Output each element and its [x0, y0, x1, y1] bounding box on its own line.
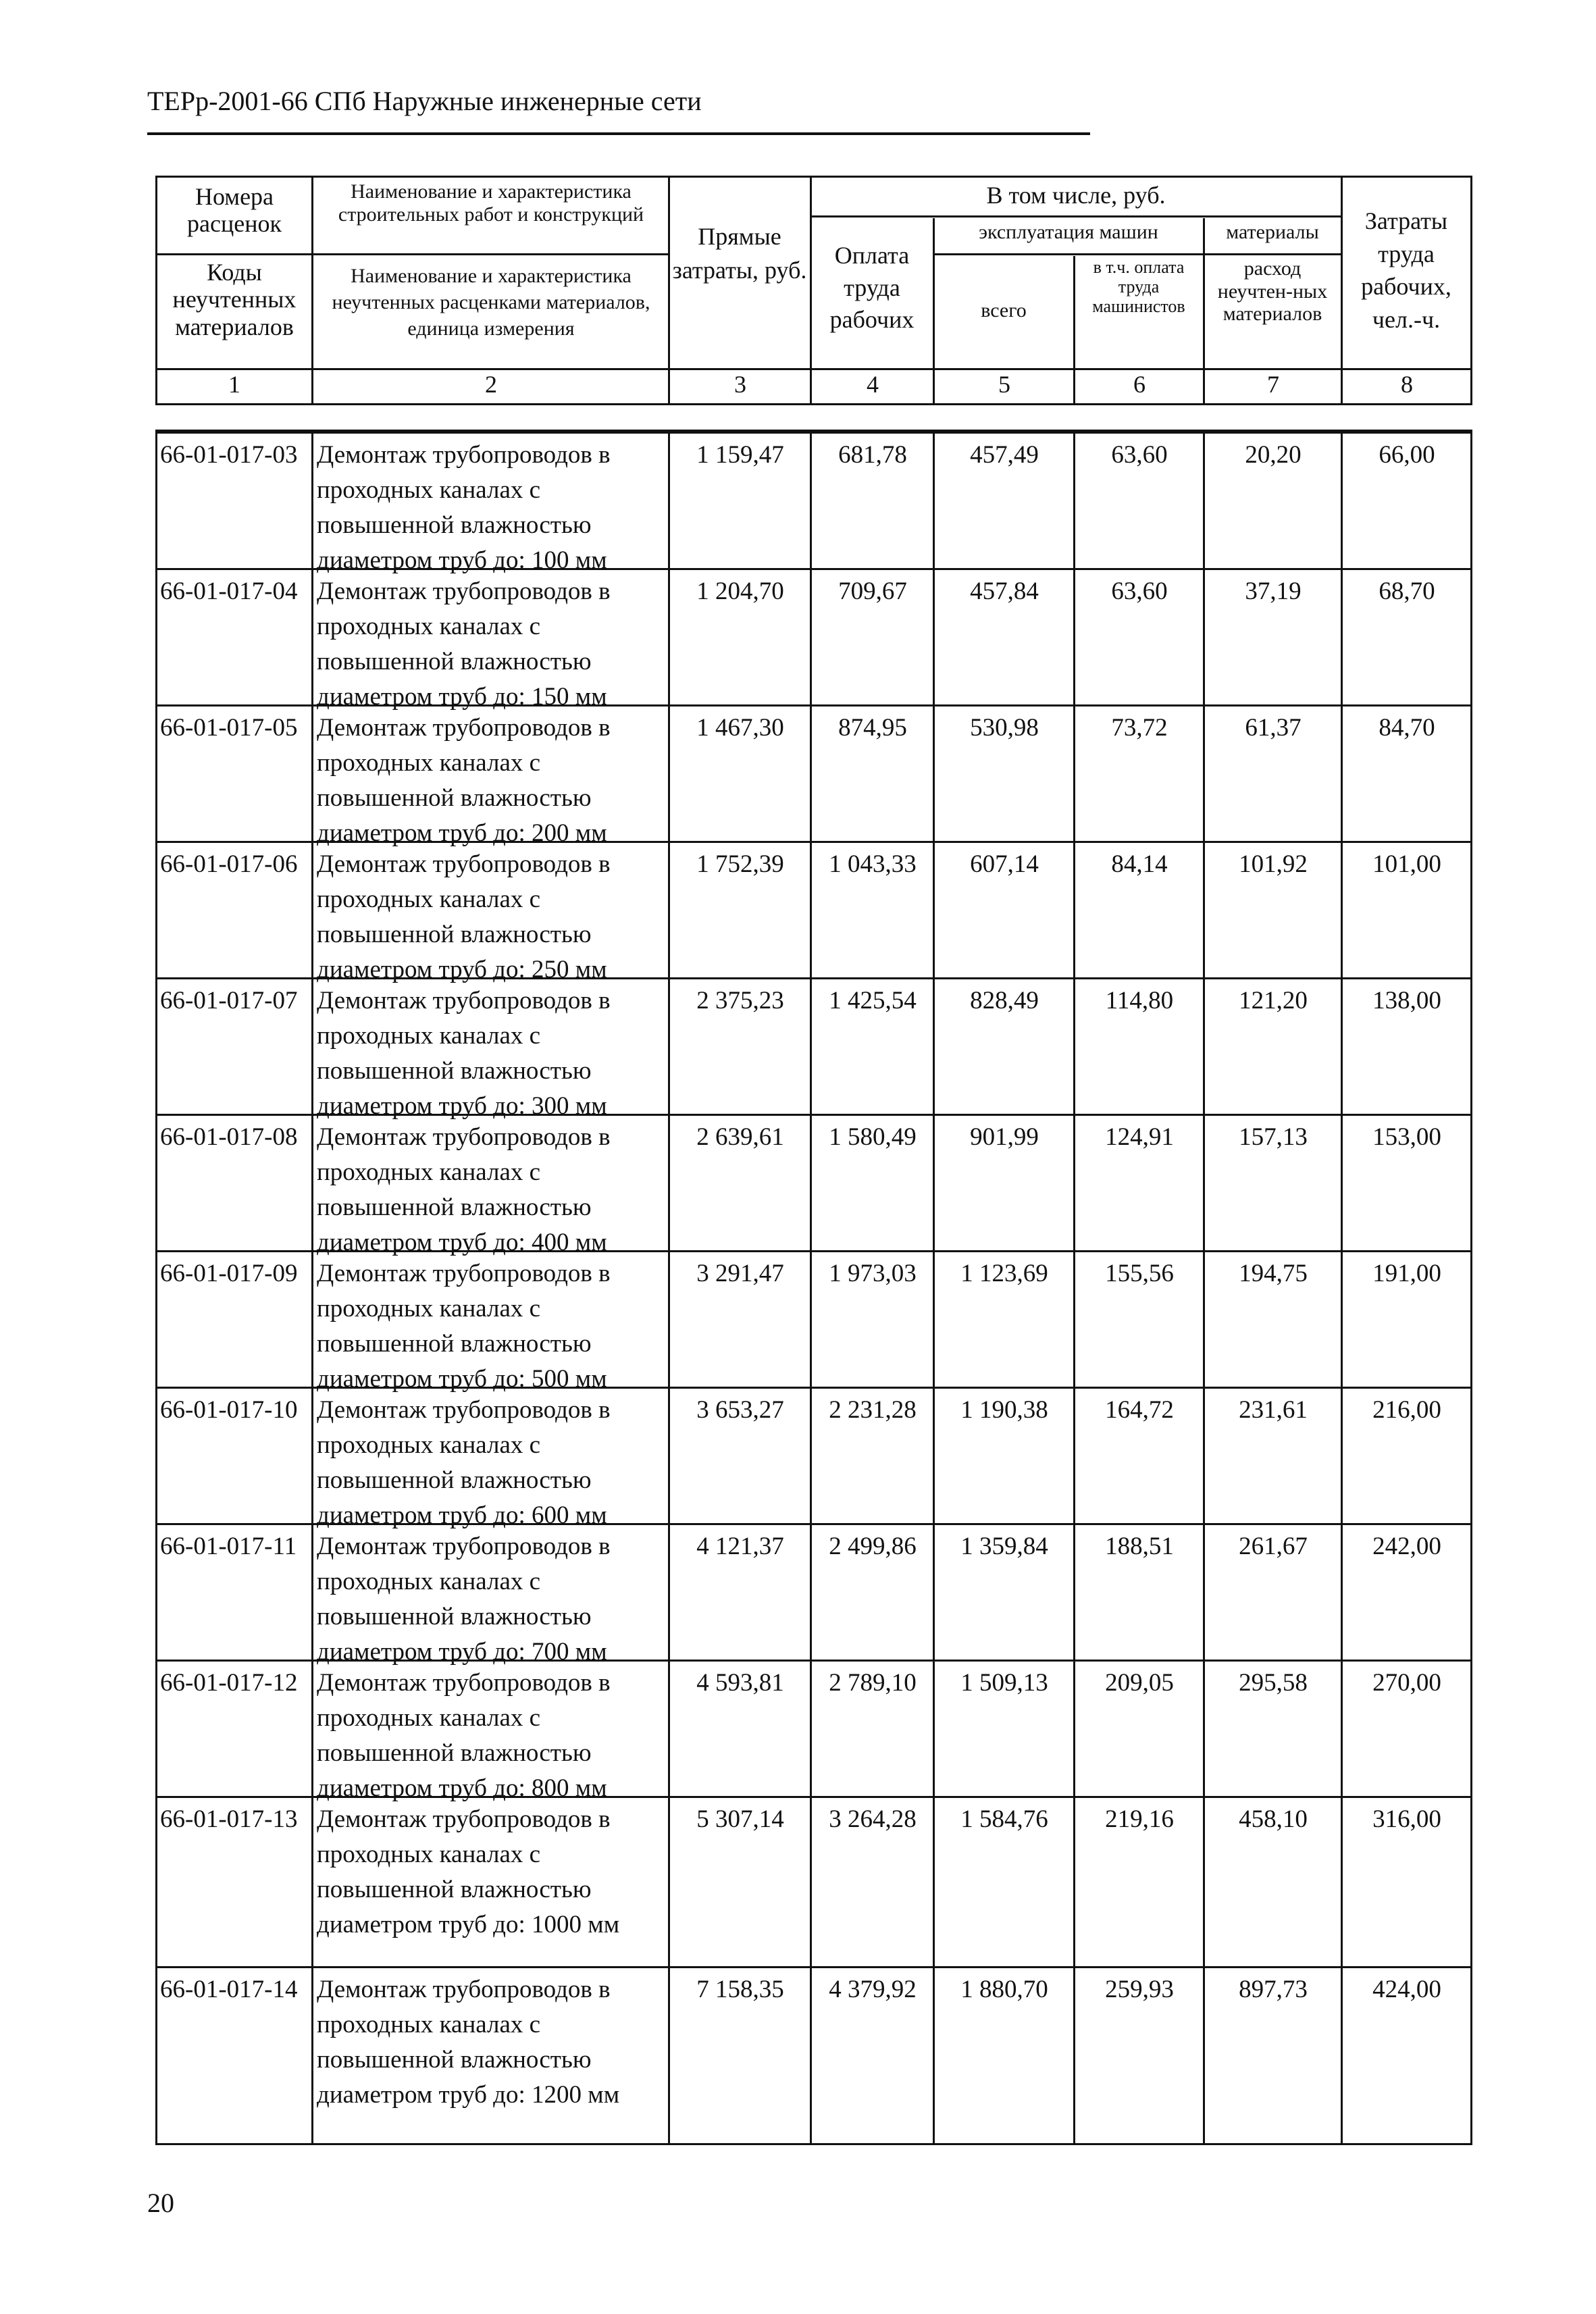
cell-machines: 457,84	[970, 577, 1039, 605]
cell-direct: 1 204,70	[696, 577, 784, 605]
table-row	[157, 432, 1470, 574]
header-col3: Прямые затраты, руб.	[672, 223, 807, 284]
cell-machines: 901,99	[970, 1123, 1039, 1151]
work-description: Демонтаж трубопроводов в проходных каналах с повышенной влажностью диаметром труб до: 500 мм	[317, 1260, 611, 1393]
header-number-7: 7	[1267, 371, 1279, 398]
header-divider	[147, 132, 1090, 135]
cell-operators: 164,72	[1105, 1396, 1174, 1424]
header-col1-bottom: Коды неучтенных материалов	[172, 259, 297, 340]
header-col5: всего	[981, 299, 1027, 322]
cell-labor: 2 499,86	[829, 1533, 917, 1560]
cell-materials: 37,19	[1245, 577, 1302, 605]
rate-code: 66-01-017-11	[160, 1533, 297, 1560]
cell-materials: 231,61	[1239, 1396, 1308, 1424]
work-description: Демонтаж трубопроводов в проходных каналах с повышенной влажностью диаметром труб до: 1200 мм	[317, 1976, 620, 2109]
header-divider-h4	[157, 368, 1470, 370]
cell-machines: 1 509,13	[960, 1669, 1048, 1697]
cell-hours: 270,00	[1372, 1669, 1441, 1697]
cell-hours: 191,00	[1372, 1260, 1441, 1287]
rate-code: 66-01-017-09	[160, 1260, 298, 1287]
rates-table	[155, 430, 1472, 2145]
cell-labor: 1 580,49	[829, 1123, 917, 1151]
cell-materials: 101,92	[1239, 850, 1308, 878]
work-description: Демонтаж трубопроводов в проходных каналах с повышенной влажностью диаметром труб до: 800 мм	[317, 1669, 611, 1802]
cell-direct: 5 307,14	[696, 1805, 784, 1833]
cell-materials: 121,20	[1239, 987, 1308, 1014]
cell-direct: 1 467,30	[696, 714, 784, 742]
cell-direct: 1 752,39	[696, 850, 784, 878]
cell-operators: 84,14	[1111, 850, 1168, 878]
cell-materials: 458,10	[1239, 1805, 1308, 1833]
work-description: Демонтаж трубопроводов в проходных каналах с повышенной влажностью диаметром труб до: 400 мм	[317, 1123, 611, 1256]
header-divider-v5	[1073, 256, 1075, 403]
cell-direct: 4 121,37	[696, 1533, 784, 1560]
header-number-3: 3	[734, 371, 746, 398]
cell-operators: 259,93	[1105, 1976, 1174, 2003]
cell-hours: 242,00	[1372, 1533, 1441, 1560]
cell-direct: 2 639,61	[696, 1123, 784, 1151]
cell-materials: 295,58	[1239, 1669, 1308, 1697]
header-col7: расход неучтен-ных материалов	[1217, 257, 1328, 326]
cell-materials: 194,75	[1239, 1260, 1308, 1287]
cell-operators: 114,80	[1105, 987, 1174, 1014]
cell-hours: 424,00	[1372, 1976, 1441, 2003]
cell-labor: 874,95	[838, 714, 907, 742]
rate-code: 66-01-017-04	[160, 577, 298, 605]
cell-hours: 66,00	[1379, 441, 1435, 469]
cell-direct: 2 375,23	[696, 987, 784, 1014]
cell-labor: 681,78	[838, 441, 907, 469]
cell-machines: 1 359,84	[960, 1533, 1048, 1560]
cell-labor: 3 264,28	[829, 1805, 917, 1833]
header-col6: в т.ч. оплата труда машинистов	[1092, 257, 1185, 317]
cell-machines: 607,14	[970, 850, 1039, 878]
table-header	[155, 176, 1472, 405]
cell-direct: 7 158,35	[696, 1976, 784, 2003]
page-number: 20	[147, 2188, 174, 2218]
rate-code: 66-01-017-12	[160, 1669, 298, 1697]
cell-materials: 20,20	[1245, 441, 1302, 469]
table-row	[157, 1250, 1470, 1393]
cell-materials: 897,73	[1239, 1976, 1308, 2003]
cell-hours: 216,00	[1372, 1396, 1441, 1424]
header-number-6: 6	[1133, 371, 1145, 398]
work-description: Демонтаж трубопроводов в проходных каналах с повышенной влажностью диаметром труб до: 200 мм	[317, 714, 611, 847]
header-divider-h2	[810, 215, 1341, 217]
rate-code: 66-01-017-07	[160, 987, 298, 1014]
work-description: Демонтаж трубопроводов в проходных каналах с повышенной влажностью диаметром труб до: 600 мм	[317, 1396, 611, 1529]
work-description: Демонтаж трубопроводов в проходных каналах с повышенной влажностью диаметром труб до: 1000 мм	[317, 1805, 620, 1938]
header-col4: Оплата труда рабочих	[829, 242, 915, 334]
cell-machines: 828,49	[970, 987, 1039, 1014]
cell-operators: 73,72	[1111, 714, 1168, 742]
rate-code: 66-01-017-06	[160, 850, 298, 878]
cell-direct: 3 653,27	[696, 1396, 784, 1424]
header-number-2: 2	[485, 371, 497, 398]
cell-labor: 2 231,28	[829, 1396, 917, 1424]
table-row	[157, 841, 1470, 983]
document-header-title: ТЕРр-2001-66 СПб Наружные инженерные сети	[147, 86, 702, 116]
rate-code: 66-01-017-10	[160, 1396, 298, 1424]
cell-operators: 63,60	[1111, 441, 1168, 469]
rate-code: 66-01-017-14	[160, 1976, 298, 2003]
cell-hours: 68,70	[1379, 577, 1435, 605]
work-description: Демонтаж трубопроводов в проходных каналах с повышенной влажностью диаметром труб до: 150 мм	[317, 577, 611, 711]
cell-operators: 219,16	[1105, 1805, 1174, 1833]
header-number-8: 8	[1401, 371, 1413, 398]
cell-materials: 61,37	[1245, 714, 1302, 742]
cell-machines: 1 584,76	[960, 1805, 1048, 1833]
header-divider-v4	[933, 218, 935, 403]
rate-code: 66-01-017-13	[160, 1805, 298, 1833]
cell-labor: 1 425,54	[829, 987, 917, 1014]
cell-materials: 157,13	[1239, 1123, 1308, 1151]
header-number-1: 1	[228, 371, 240, 398]
cell-hours: 101,00	[1372, 850, 1441, 878]
cell-operators: 209,05	[1105, 1669, 1174, 1697]
table-row	[157, 704, 1470, 847]
cell-machines: 530,98	[970, 714, 1039, 742]
header-col1-top: Номера расценок	[187, 183, 282, 238]
cell-hours: 153,00	[1372, 1123, 1441, 1151]
cell-hours: 316,00	[1372, 1805, 1441, 1833]
cell-labor: 2 789,10	[829, 1669, 917, 1697]
cell-labor: 1 973,03	[829, 1260, 917, 1287]
header-col2-bottom: Наименование и характеристика неучтенных расценками материалов, единица измерения	[332, 265, 650, 340]
cell-direct: 4 593,81	[696, 1669, 784, 1697]
cell-machines: 1 880,70	[960, 1976, 1048, 2003]
work-description: Демонтаж трубопроводов в проходных каналах с повышенной влажностью диаметром труб до: 300 мм	[317, 987, 611, 1120]
cell-labor: 709,67	[838, 577, 907, 605]
table-row	[157, 1966, 1470, 2142]
cell-direct: 1 159,47	[696, 441, 784, 469]
cell-operators: 63,60	[1111, 577, 1168, 605]
cell-machines: 1 190,38	[960, 1396, 1048, 1424]
table-row	[157, 1523, 1470, 1666]
rate-code: 66-01-017-08	[160, 1123, 298, 1151]
table-row	[157, 1114, 1470, 1256]
rate-code: 66-01-017-03	[160, 441, 298, 469]
cell-operators: 124,91	[1105, 1123, 1174, 1151]
cell-operators: 155,56	[1105, 1260, 1174, 1287]
table-row	[157, 568, 1470, 711]
cell-labor: 1 043,33	[829, 850, 917, 878]
cell-operators: 188,51	[1105, 1533, 1174, 1560]
table-row	[157, 977, 1470, 1120]
table-row	[157, 1387, 1470, 1529]
rate-code: 66-01-017-05	[160, 714, 298, 742]
cell-machines: 457,49	[970, 441, 1039, 469]
header-col8: Затраты труда рабочих, чел.-ч.	[1361, 207, 1451, 333]
header-divider-h3	[933, 253, 1341, 255]
cell-hours: 84,70	[1379, 714, 1435, 742]
cell-materials: 261,67	[1239, 1533, 1308, 1560]
header-col2-top: Наименование и характеристика строительных работ и конструкций	[338, 180, 644, 226]
table-row	[157, 1660, 1470, 1802]
table-row	[157, 1796, 1470, 1966]
header-group-materials: материалы	[1226, 221, 1319, 243]
work-description: Демонтаж трубопроводов в проходных каналах с повышенной влажностью диаметром труб до: 250 мм	[317, 850, 611, 983]
cell-machines: 1 123,69	[960, 1260, 1048, 1287]
header-group-in-that: В том числе, руб.	[986, 182, 1166, 209]
header-number-4: 4	[867, 371, 879, 398]
header-divider-h1	[157, 253, 668, 255]
header-group-machines: эксплуатация машин	[979, 221, 1158, 243]
work-description: Демонтаж трубопроводов в проходных каналах с повышенной влажностью диаметром труб до: 700 мм	[317, 1533, 611, 1666]
cell-direct: 3 291,47	[696, 1260, 784, 1287]
cell-hours: 138,00	[1372, 987, 1441, 1014]
work-description: Демонтаж трубопроводов в проходных каналах с повышенной влажностью диаметром труб до: 100 мм	[317, 441, 611, 574]
header-number-5: 5	[998, 371, 1010, 398]
header-divider-v6	[1203, 218, 1205, 403]
cell-labor: 4 379,92	[829, 1976, 917, 2003]
